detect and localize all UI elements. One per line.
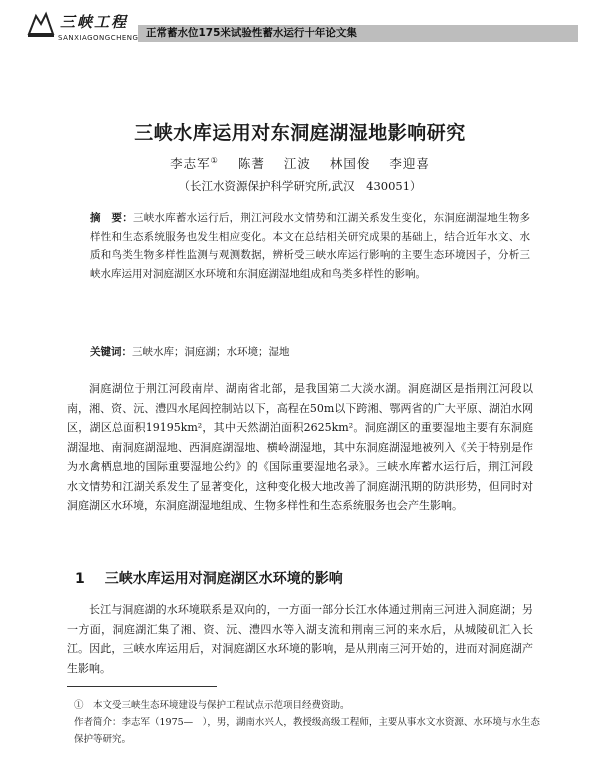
logo-english-text: SANXIAGONGCHENG (58, 34, 139, 42)
affiliation: （长江水资源保护科学研究所,武汉 430051） (178, 179, 422, 193)
series-title: 正常蓄水位175米试验性蓄水运行十年论文集 (138, 25, 578, 42)
footnotes (74, 697, 544, 748)
section-paragraph: 长江与洞庭湖的水环境联系是双向的，一方面一部分长江水体通过荆南三河进入洞庭湖；另一方面，洞庭湖汇集了湘、资、沅、澧四水等入湖支流和荆南三河的来水后，从城陵矶汇入长江。因此，三峡水库运用后，对洞庭湖区水环境的影响，是从荆南三河开始的，进而对洞庭湖产生影响。 (67, 603, 533, 675)
logo-chinese-text: 三峡工程 (60, 13, 129, 31)
keywords (90, 344, 530, 359)
article-title: 三峡水库运用对东洞庭湖湿地影响研究 (134, 122, 466, 144)
journal-logo-icon (26, 10, 56, 40)
author-name: 林国俊 (329, 156, 371, 171)
journal-logo (22, 8, 139, 48)
footnote-author-bio: 作者简介：李志军（1975— ），男，湖南水兴人，教授级高级工程师，主要从事水文水资源、水环境与水生态保护等研究。 (74, 717, 540, 745)
author-name: 李迎喜 (389, 156, 430, 171)
author-name: 陈蓍 (237, 156, 265, 171)
section-title: 三峡水库运用对洞庭湖区水环境的影响 (104, 571, 343, 587)
footnote-divider (67, 686, 217, 687)
intro-paragraph: 洞庭湖位于荆江河段南岸、湖南省北部，是我国第二大淡水湖。洞庭湖区是指荆江河段以南，湘、资、沅、澧四水尾闾控制站以下，高程在50m以下跨湘、鄂两省的广大平原、湖泊水网区，湖区总面积19195km²，其中天然湖泊面积2625km²。洞庭湖区的重要湿地主要有东洞庭湖湿地、南洞庭湖湿地、西洞庭湖湿地、横岭湖湿地，其中东洞庭湖湿地被列入《关于特别是作为水禽栖息地的国际重要湿地公约》的《国际重要湿地名录》。三峡水库蓄水运行后，荆江河段水文情势和江湖关系发生了显著变化，这种变化极大地改善了洞庭湖汛期的防洪形势，但同时对洞庭湖区水环境，东洞庭湖湿地组成、生物多样性和生态系统服务也会产生影响。 (67, 382, 533, 512)
abstract-text: 三峡水库蓄水运行后，荆江河段水文情势和江湖关系发生变化，东洞庭湖湿地生物多样性和生态系统服务也发生相应变化。本文在总结相关研究成果的基础上，结合近年水文、水质和鸟类生物多样性监测与观测数据，辨析受三峡水库运行影响的主要生态环境因子，分析三峡水库运用对洞庭湖区水环境和东洞庭湖湿地组成和鸟类多样性的影响。 (90, 212, 531, 280)
author-note-mark: ① (210, 155, 219, 165)
section-heading (75, 568, 343, 588)
page-header (22, 8, 578, 54)
footnote-funding: ① 本文受三峡生态环境建设与保护工程试点示范项目经费资助。 (74, 700, 350, 711)
author-name: 江波 (283, 156, 311, 171)
abstract (90, 209, 530, 283)
section-number: 1 (75, 571, 85, 587)
abstract-label: 摘 要： (90, 212, 133, 224)
author-list (0, 154, 600, 172)
keywords-label: 关键词： (90, 346, 132, 358)
keywords-text: 三峡水库；洞庭湖；水环境；湿地 (132, 346, 290, 358)
author-name: 李志军 (170, 156, 211, 171)
